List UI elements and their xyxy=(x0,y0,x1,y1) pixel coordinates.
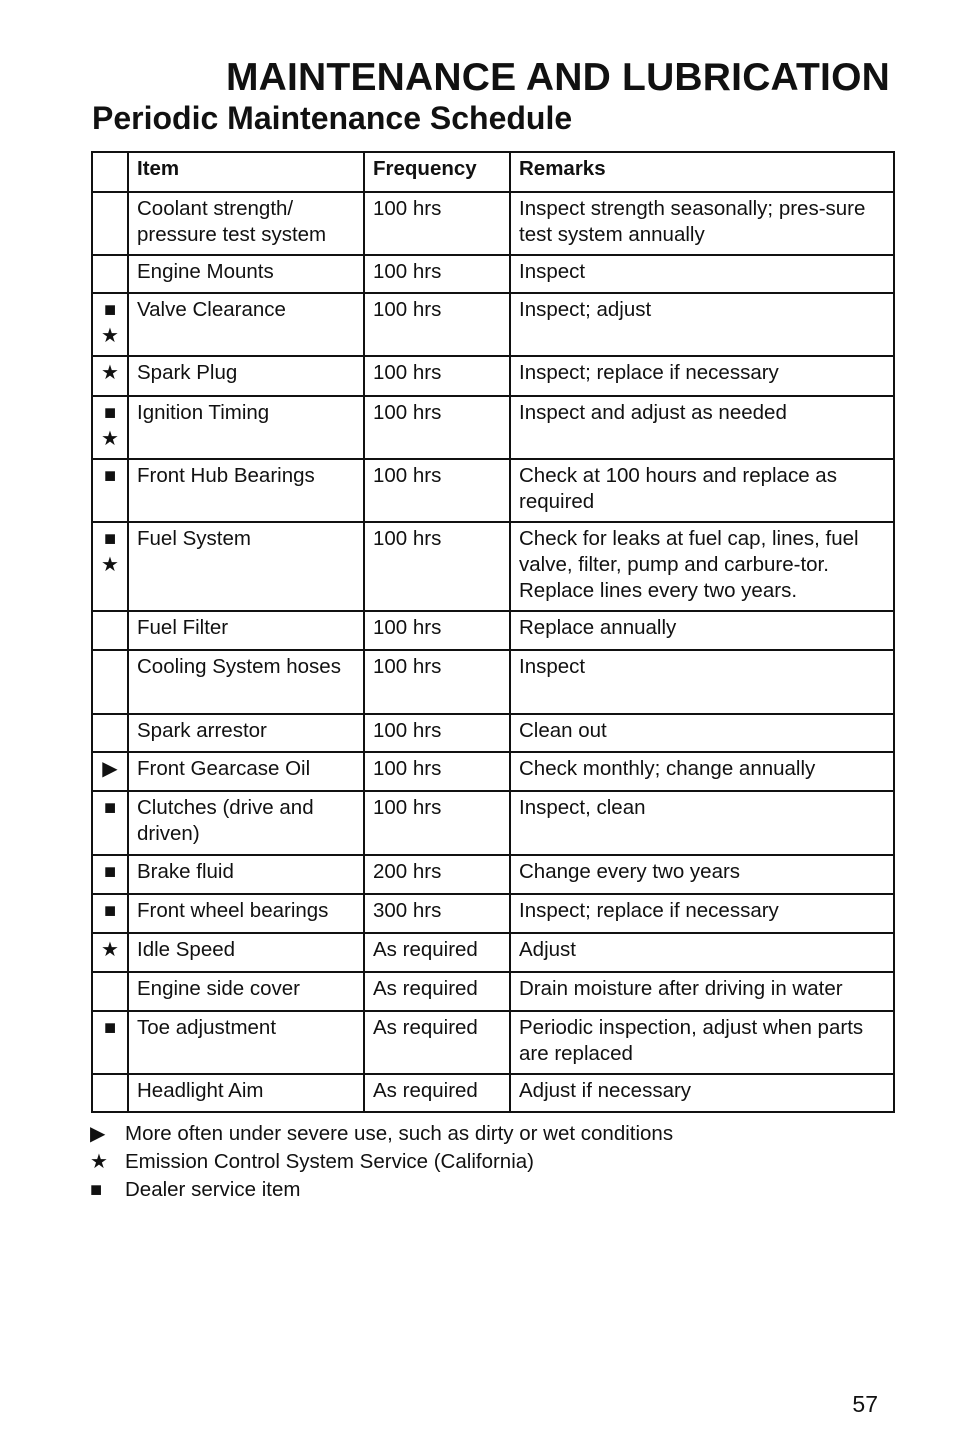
row-remarks: Inspect xyxy=(510,650,894,714)
row-item: Front wheel bearings xyxy=(128,894,364,933)
maintenance-schedule-table xyxy=(91,151,895,1113)
row-symbols xyxy=(92,522,128,611)
row-symbols: ▶ xyxy=(92,752,128,791)
row-frequency: 100 hrs xyxy=(364,255,510,293)
table-row xyxy=(92,791,894,855)
row-item: Fuel System xyxy=(128,522,364,611)
symbol-icon: ■ xyxy=(103,299,117,321)
table-row xyxy=(92,714,894,752)
table-row xyxy=(92,459,894,522)
row-frequency: 100 hrs xyxy=(364,791,510,855)
row-frequency: 100 hrs xyxy=(364,192,510,255)
row-item: Spark arrestor xyxy=(128,714,364,752)
table-row xyxy=(92,894,894,933)
row-symbols xyxy=(92,396,128,459)
legend-item xyxy=(90,1120,673,1148)
row-frequency: 100 hrs xyxy=(364,611,510,650)
row-item: Coolant strength/ pressure test system xyxy=(128,192,364,255)
table-row xyxy=(92,933,894,972)
row-remarks: Inspect, clean xyxy=(510,791,894,855)
table-row xyxy=(92,650,894,714)
row-item: Front Hub Bearings xyxy=(128,459,364,522)
row-item: Ignition Timing xyxy=(128,396,364,459)
header-frequency: Frequency xyxy=(364,152,510,192)
row-symbols: ★ xyxy=(92,356,128,396)
row-frequency: 100 hrs xyxy=(364,714,510,752)
row-symbols: ■ xyxy=(92,459,128,522)
row-symbols xyxy=(92,1074,128,1112)
row-frequency: As required xyxy=(364,1011,510,1074)
row-item: Toe adjustment xyxy=(128,1011,364,1074)
table-row xyxy=(92,752,894,791)
row-frequency: 100 hrs xyxy=(364,752,510,791)
row-remarks: Check at 100 hours and replace as required xyxy=(510,459,894,522)
row-item: Fuel Filter xyxy=(128,611,364,650)
row-symbols xyxy=(92,714,128,752)
row-symbols: ■ xyxy=(92,791,128,855)
legend-text: Dealer service item xyxy=(125,1178,301,1201)
row-remarks: Drain moisture after driving in water xyxy=(510,972,894,1011)
row-symbols xyxy=(92,293,128,356)
row-item: Idle Speed xyxy=(128,933,364,972)
table-row xyxy=(92,192,894,255)
row-item: Engine Mounts xyxy=(128,255,364,293)
row-frequency: 100 hrs xyxy=(364,650,510,714)
symbol-icon: ★ xyxy=(101,325,119,347)
legend-text: More often under severe use, such as dirty or wet conditions xyxy=(125,1122,674,1145)
symbol-icon: ★ xyxy=(101,428,119,450)
legend-item xyxy=(90,1176,673,1204)
row-symbols: ■ xyxy=(92,1011,128,1074)
row-remarks: Inspect; replace if necessary xyxy=(510,894,894,933)
row-symbols xyxy=(92,650,128,714)
legend-mark-icon: ▶ xyxy=(90,1123,106,1145)
row-frequency: As required xyxy=(364,972,510,1011)
legend-mark-icon: ■ xyxy=(90,1179,103,1201)
table-row xyxy=(92,855,894,894)
header-symbol xyxy=(92,152,128,192)
page-number: 57 xyxy=(852,1391,878,1417)
row-symbols xyxy=(92,611,128,650)
row-frequency: 300 hrs xyxy=(364,894,510,933)
row-item: Brake fluid xyxy=(128,855,364,894)
row-frequency: 100 hrs xyxy=(364,356,510,396)
legend-item xyxy=(90,1148,673,1176)
symbol-icon: ■ xyxy=(103,402,117,424)
table-row xyxy=(92,1011,894,1074)
row-remarks: Periodic inspection, adjust when parts are replaced xyxy=(510,1011,894,1074)
table-row xyxy=(92,293,894,356)
row-frequency: As required xyxy=(364,933,510,972)
row-item: Headlight Aim xyxy=(128,1074,364,1112)
row-frequency: 100 hrs xyxy=(364,396,510,459)
legend-mark-icon: ★ xyxy=(90,1151,108,1173)
row-remarks: Adjust if necessary xyxy=(510,1074,894,1112)
row-remarks: Replace annually xyxy=(510,611,894,650)
row-symbols: ■ xyxy=(92,894,128,933)
row-remarks: Inspect; adjust xyxy=(510,293,894,356)
row-remarks: Change every two years xyxy=(510,855,894,894)
row-remarks: Inspect strength seasonally; pres-sure test system annually xyxy=(510,192,894,255)
legend-text: Emission Control System Service (California) xyxy=(125,1150,534,1173)
row-item: Clutches (drive and driven) xyxy=(128,791,364,855)
row-item: Spark Plug xyxy=(128,356,364,396)
row-symbols: ★ xyxy=(92,933,128,972)
row-symbols xyxy=(92,192,128,255)
table-body xyxy=(92,192,894,1112)
row-item: Engine side cover xyxy=(128,972,364,1011)
table-row xyxy=(92,356,894,396)
row-remarks: Clean out xyxy=(510,714,894,752)
row-frequency: 100 hrs xyxy=(364,522,510,611)
row-item: Cooling System hoses xyxy=(128,650,364,714)
row-frequency: 100 hrs xyxy=(364,459,510,522)
row-frequency: 200 hrs xyxy=(364,855,510,894)
row-frequency: 100 hrs xyxy=(364,293,510,356)
legend xyxy=(90,1120,673,1204)
table-row xyxy=(92,522,894,611)
row-remarks: Check for leaks at fuel cap, lines, fuel valve, filter, pump and carbure-tor. Replace lines every two years. xyxy=(510,522,894,611)
row-frequency: As required xyxy=(364,1074,510,1112)
table-row xyxy=(92,396,894,459)
table-row xyxy=(92,1074,894,1112)
symbol-icon: ■ xyxy=(103,528,117,550)
row-item: Valve Clearance xyxy=(128,293,364,356)
symbol-icon: ★ xyxy=(101,554,119,576)
row-symbols xyxy=(92,255,128,293)
header-remarks: Remarks xyxy=(510,152,894,192)
section-title: Periodic Maintenance Schedule xyxy=(92,100,573,136)
header-item: Item xyxy=(128,152,364,192)
row-symbols: ■ xyxy=(92,855,128,894)
row-item: Front Gearcase Oil xyxy=(128,752,364,791)
table-row xyxy=(92,611,894,650)
table-row xyxy=(92,255,894,293)
row-remarks: Check monthly; change annually xyxy=(510,752,894,791)
row-remarks: Inspect xyxy=(510,255,894,293)
row-symbols xyxy=(92,972,128,1011)
table-header-row xyxy=(92,152,894,192)
page-title: MAINTENANCE AND LUBRICATION xyxy=(225,56,890,99)
table-row xyxy=(92,972,894,1011)
row-remarks: Inspect; replace if necessary xyxy=(510,356,894,396)
row-remarks: Inspect and adjust as needed xyxy=(510,396,894,459)
row-remarks: Adjust xyxy=(510,933,894,972)
